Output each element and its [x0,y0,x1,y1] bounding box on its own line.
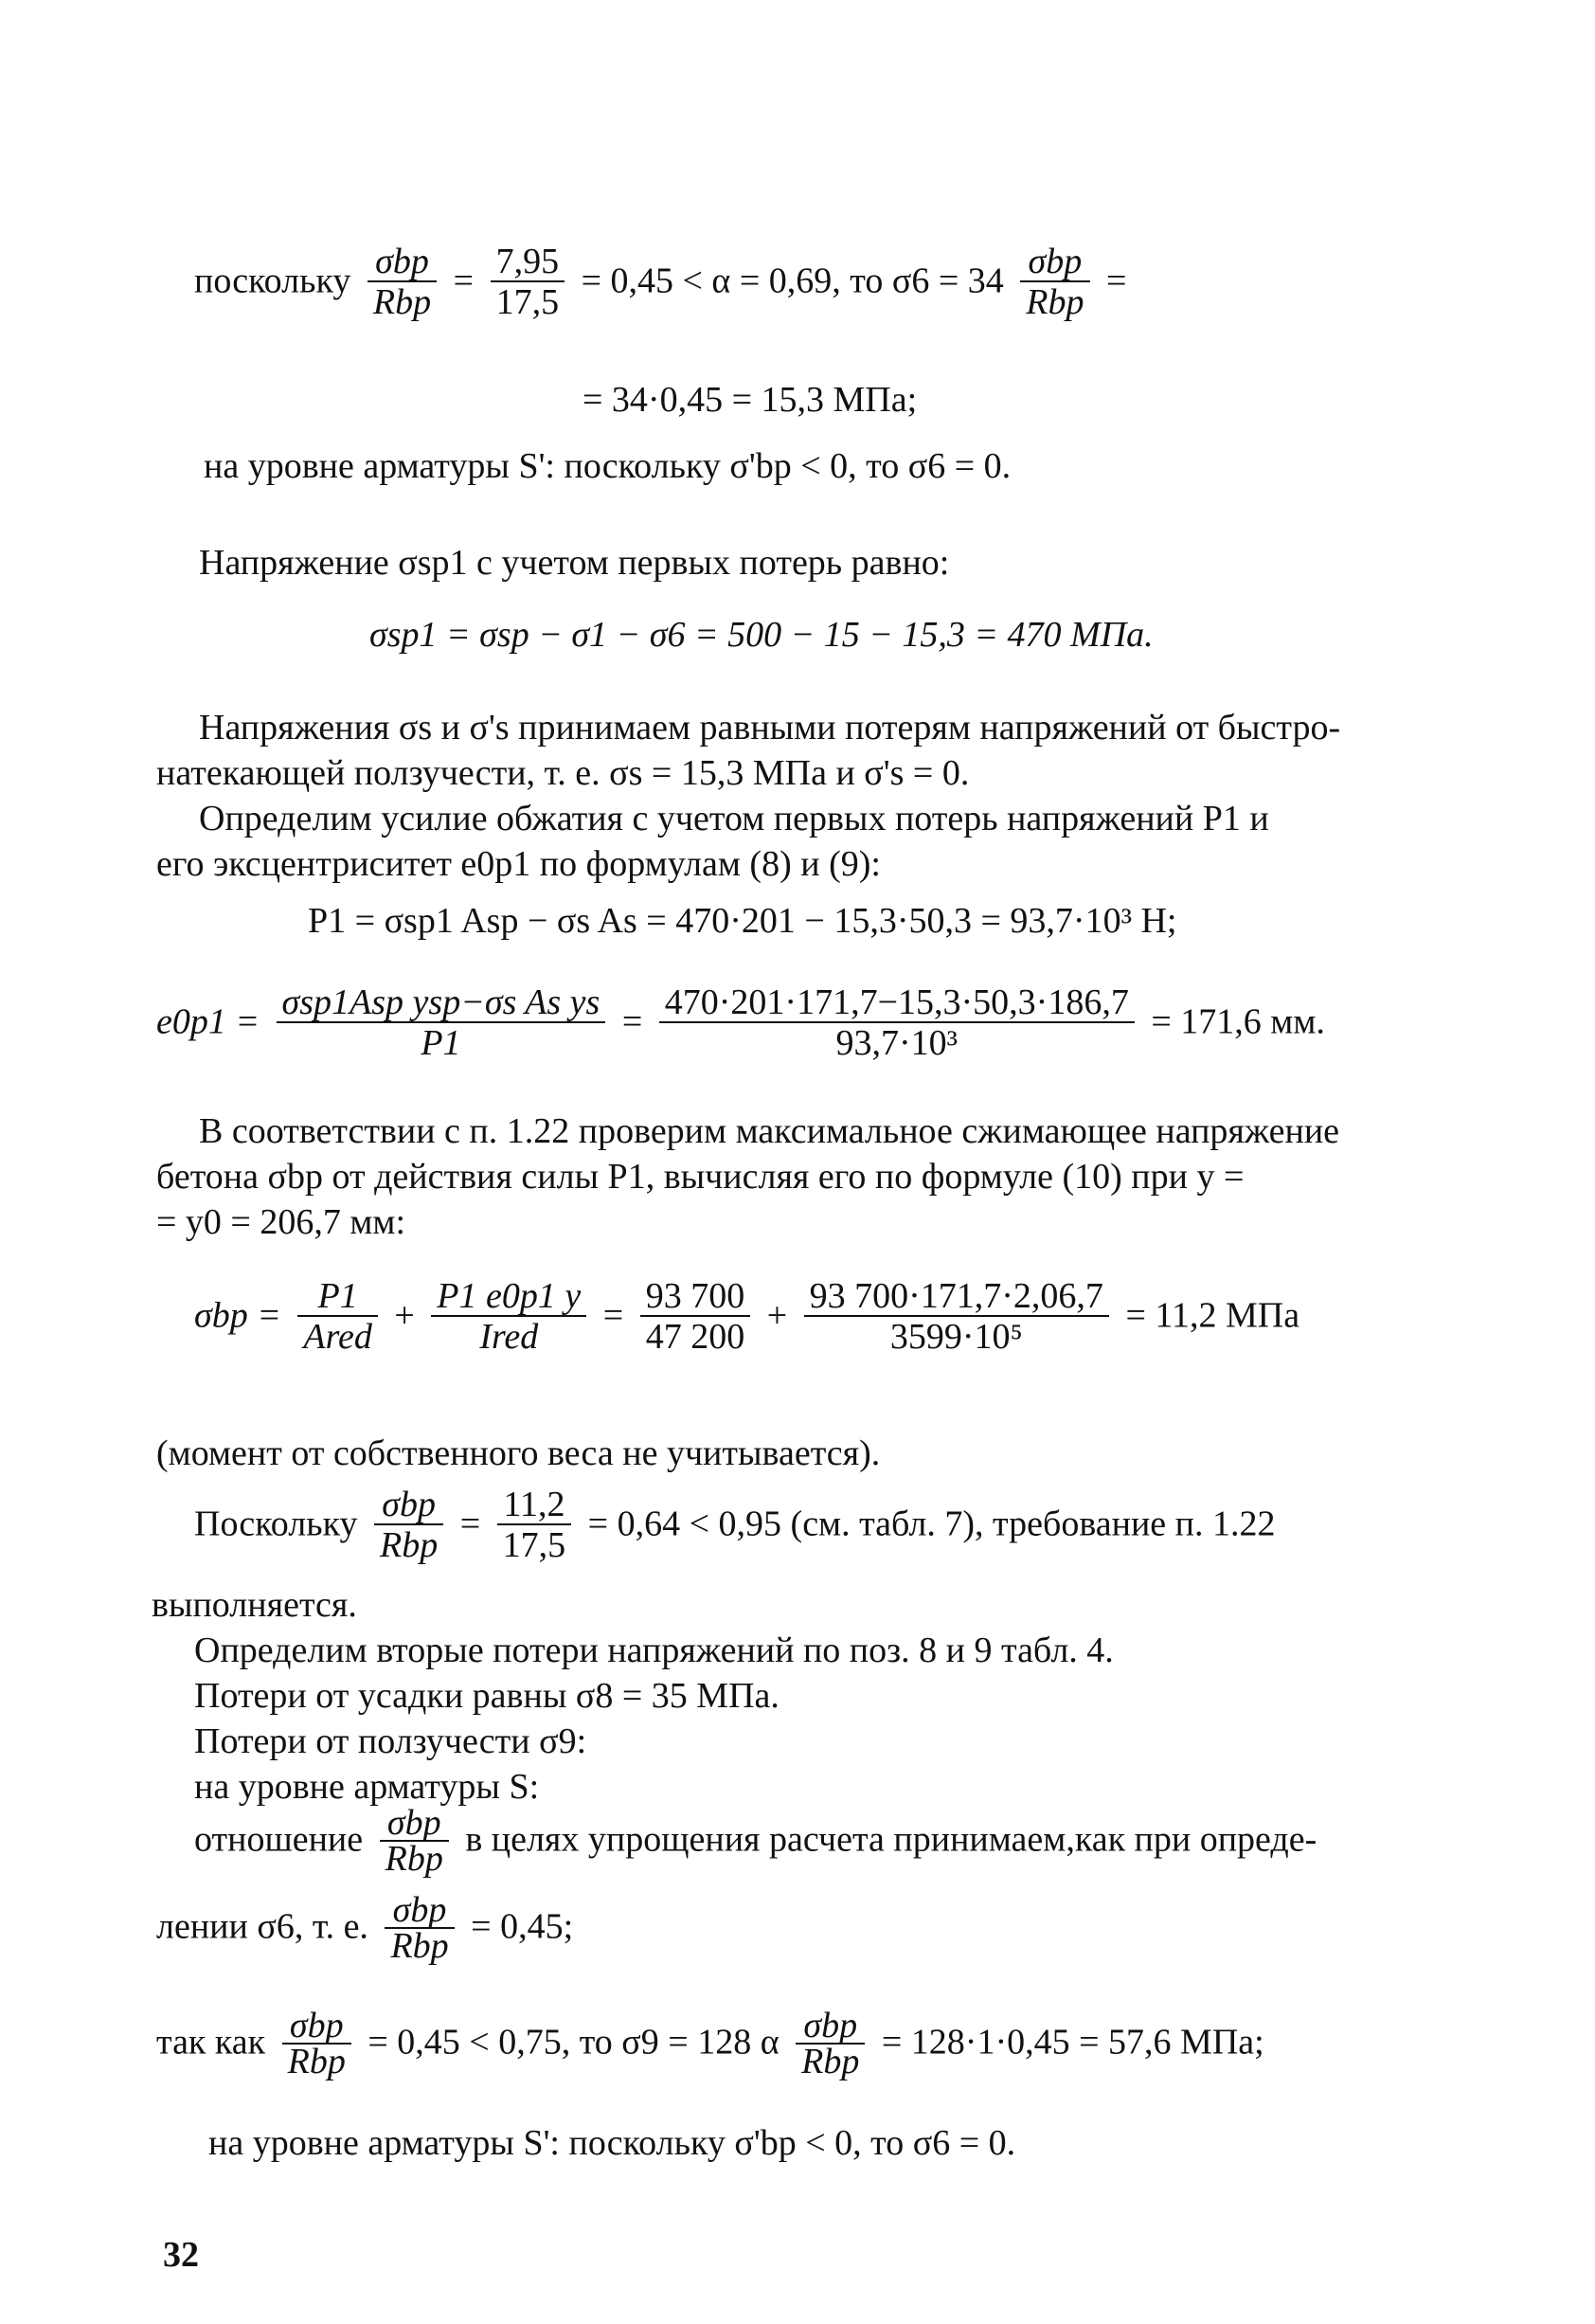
denominator: Rbp [385,1839,443,1879]
text-line: на уровне арматуры S': поскольку σ'bp < 0, то σ6 = 0. [208,2123,1016,2163]
formula-rhs: = 171,6 мм. [1151,1001,1325,1042]
fraction [374,1486,443,1565]
formula-sigma-sp1: σsp1 = σsp − σ1 − σ6 = 500 − 15 − 15,3 = 470 МПа. [369,615,1154,655]
fraction [277,983,606,1063]
formula-result: = 34·0,45 = 15,3 МПа; [582,380,918,420]
numerator: P1 [297,1277,377,1317]
text-lead: отношение [194,1819,364,1860]
fraction [380,1803,449,1879]
paragraph-line: Определим усилие обжатия с учетом первых потерь напряжений P1 и [199,799,1269,838]
equals-sign: = [459,1504,481,1544]
denominator: Rbp [380,1525,439,1565]
formula-rhs: = 11,2 МПа [1125,1295,1300,1336]
denominator: P1 [421,1023,461,1063]
formula-p1: P1 = σsp1 Asp − σs As = 470·201 − 15,3·50,3 = 93,7·10³ Н; [308,901,1177,941]
denominator: Rbp [372,282,432,322]
text-lead: поскольку [194,261,351,301]
denominator: Rbp [801,2042,860,2081]
paragraph-line: Напряжения σs и σ's принимаем равными потерям напряжений от быстро- [199,708,1341,748]
formula-lhs: e0p1 = [156,1001,260,1042]
text-line: Потери от ползучести σ9: [194,1721,587,1761]
denominator: 17,5 [495,282,560,322]
fraction [431,1277,586,1357]
formula-middle: = 0,45 < α = 0,69, то σ6 = 34 [581,261,1004,301]
equals-sign: = [621,1001,643,1042]
equals-sign: = [602,1295,624,1336]
formula-check [194,1487,1276,1567]
paragraph-line: = y0 = 206,7 мм: [156,1202,406,1242]
denominator: Rbp [390,1926,449,1966]
numerator: σsp1Asp ysp−σs As ys [277,983,606,1023]
fraction [640,1277,751,1357]
denominator: Ared [303,1317,372,1357]
numerator: 7,95 [491,243,565,282]
denominator: Rbp [1026,282,1084,322]
formula-sigma6 [194,244,1126,324]
numerator: 93 700·171,7·2,06,7 [804,1277,1109,1317]
formula-tail: = 128·1·0,45 = 57,6 МПа; [881,2022,1264,2063]
fraction [367,243,437,322]
fraction [297,1277,377,1357]
text-line: Потери от усадки равны σ8 = 35 МПа. [194,1676,780,1716]
text-lead: так как [156,2022,266,2063]
text-line: на уровне арматуры S: [194,1767,540,1807]
formula-tail: = 0,64 < 0,95 (см. табл. 7), требование п. 1.22 [587,1504,1276,1544]
equals-sign: = [453,261,475,301]
text-line: Определим вторые потери напряжений по поз. 8 и 9 табл. 4. [194,1630,1114,1670]
numerator: σbp [796,2009,865,2045]
formula-tail: = 0,45; [471,1906,574,1947]
denominator: 17,5 [502,1525,566,1565]
numerator: 93 700 [640,1277,751,1317]
ratio-line [156,1890,574,1966]
numerator: σbp [1020,243,1089,282]
text-line: Напряжение σsp1 с учетом первых потерь равно: [199,543,950,583]
text-line: (момент от собственного веса не учитывается). [156,1433,881,1473]
formula-tail: = [1106,261,1127,301]
fraction [497,1486,572,1565]
denominator: 47 200 [645,1317,745,1357]
text-line: на уровне арматуры S': поскольку σ'bp < 0, то σ6 = 0. [204,446,1012,486]
denominator: 93,7·10³ [835,1023,959,1063]
fraction [1020,243,1089,322]
denominator: Ired [479,1317,539,1357]
ratio-line [194,1803,1317,1879]
numerator: P1 e0p1 y [431,1277,586,1317]
numerator: σbp [374,1486,443,1525]
numerator: σbp [367,243,437,282]
formula-tail: в целях упрощения расчета принимаем,как при опреде- [465,1819,1317,1860]
fraction [659,983,1135,1063]
numerator: σbp [385,1893,454,1929]
fraction [385,1890,454,1966]
formula-sigma9 [156,2006,1264,2081]
page-number: 32 [163,2235,199,2275]
paragraph-line: его эксцентриситет e0p1 по формулам (8) и (9): [156,844,881,884]
formula-lhs: σbp = [194,1295,281,1336]
paragraph-line: натекающей ползучести, т. е. σs = 15,3 МПа и σ's = 0. [156,753,970,793]
numerator: 470·201·171,7−15,3·50,3·186,7 [659,983,1135,1023]
denominator: Rbp [287,2042,346,2081]
fraction [804,1277,1109,1357]
numerator: σbp [282,2009,351,2045]
numerator: 11,2 [497,1486,572,1525]
plus-sign: + [766,1295,788,1336]
numerator: σbp [380,1806,449,1842]
paragraph-line: В соответствии с п. 1.22 проверим максимальное сжимающее напряжение [199,1111,1340,1151]
text-lead: Поскольку [194,1504,358,1544]
formula-middle: = 0,45 < 0,75, то σ9 = 128 α [367,2022,780,2063]
formula-sigma-bp [194,1276,1300,1359]
plus-sign: + [394,1295,415,1336]
fraction [491,243,565,322]
paragraph-line: бетона σbp от действия силы P1, вычисляя его по формуле (10) при y = [156,1157,1245,1197]
text-lead: лении σ6, т. е. [156,1906,368,1947]
fraction [796,2006,865,2081]
formula-eccentricity [156,982,1325,1065]
fraction [282,2006,351,2081]
denominator: 3599·10⁵ [889,1317,1023,1357]
text-line: выполняется. [152,1585,357,1625]
